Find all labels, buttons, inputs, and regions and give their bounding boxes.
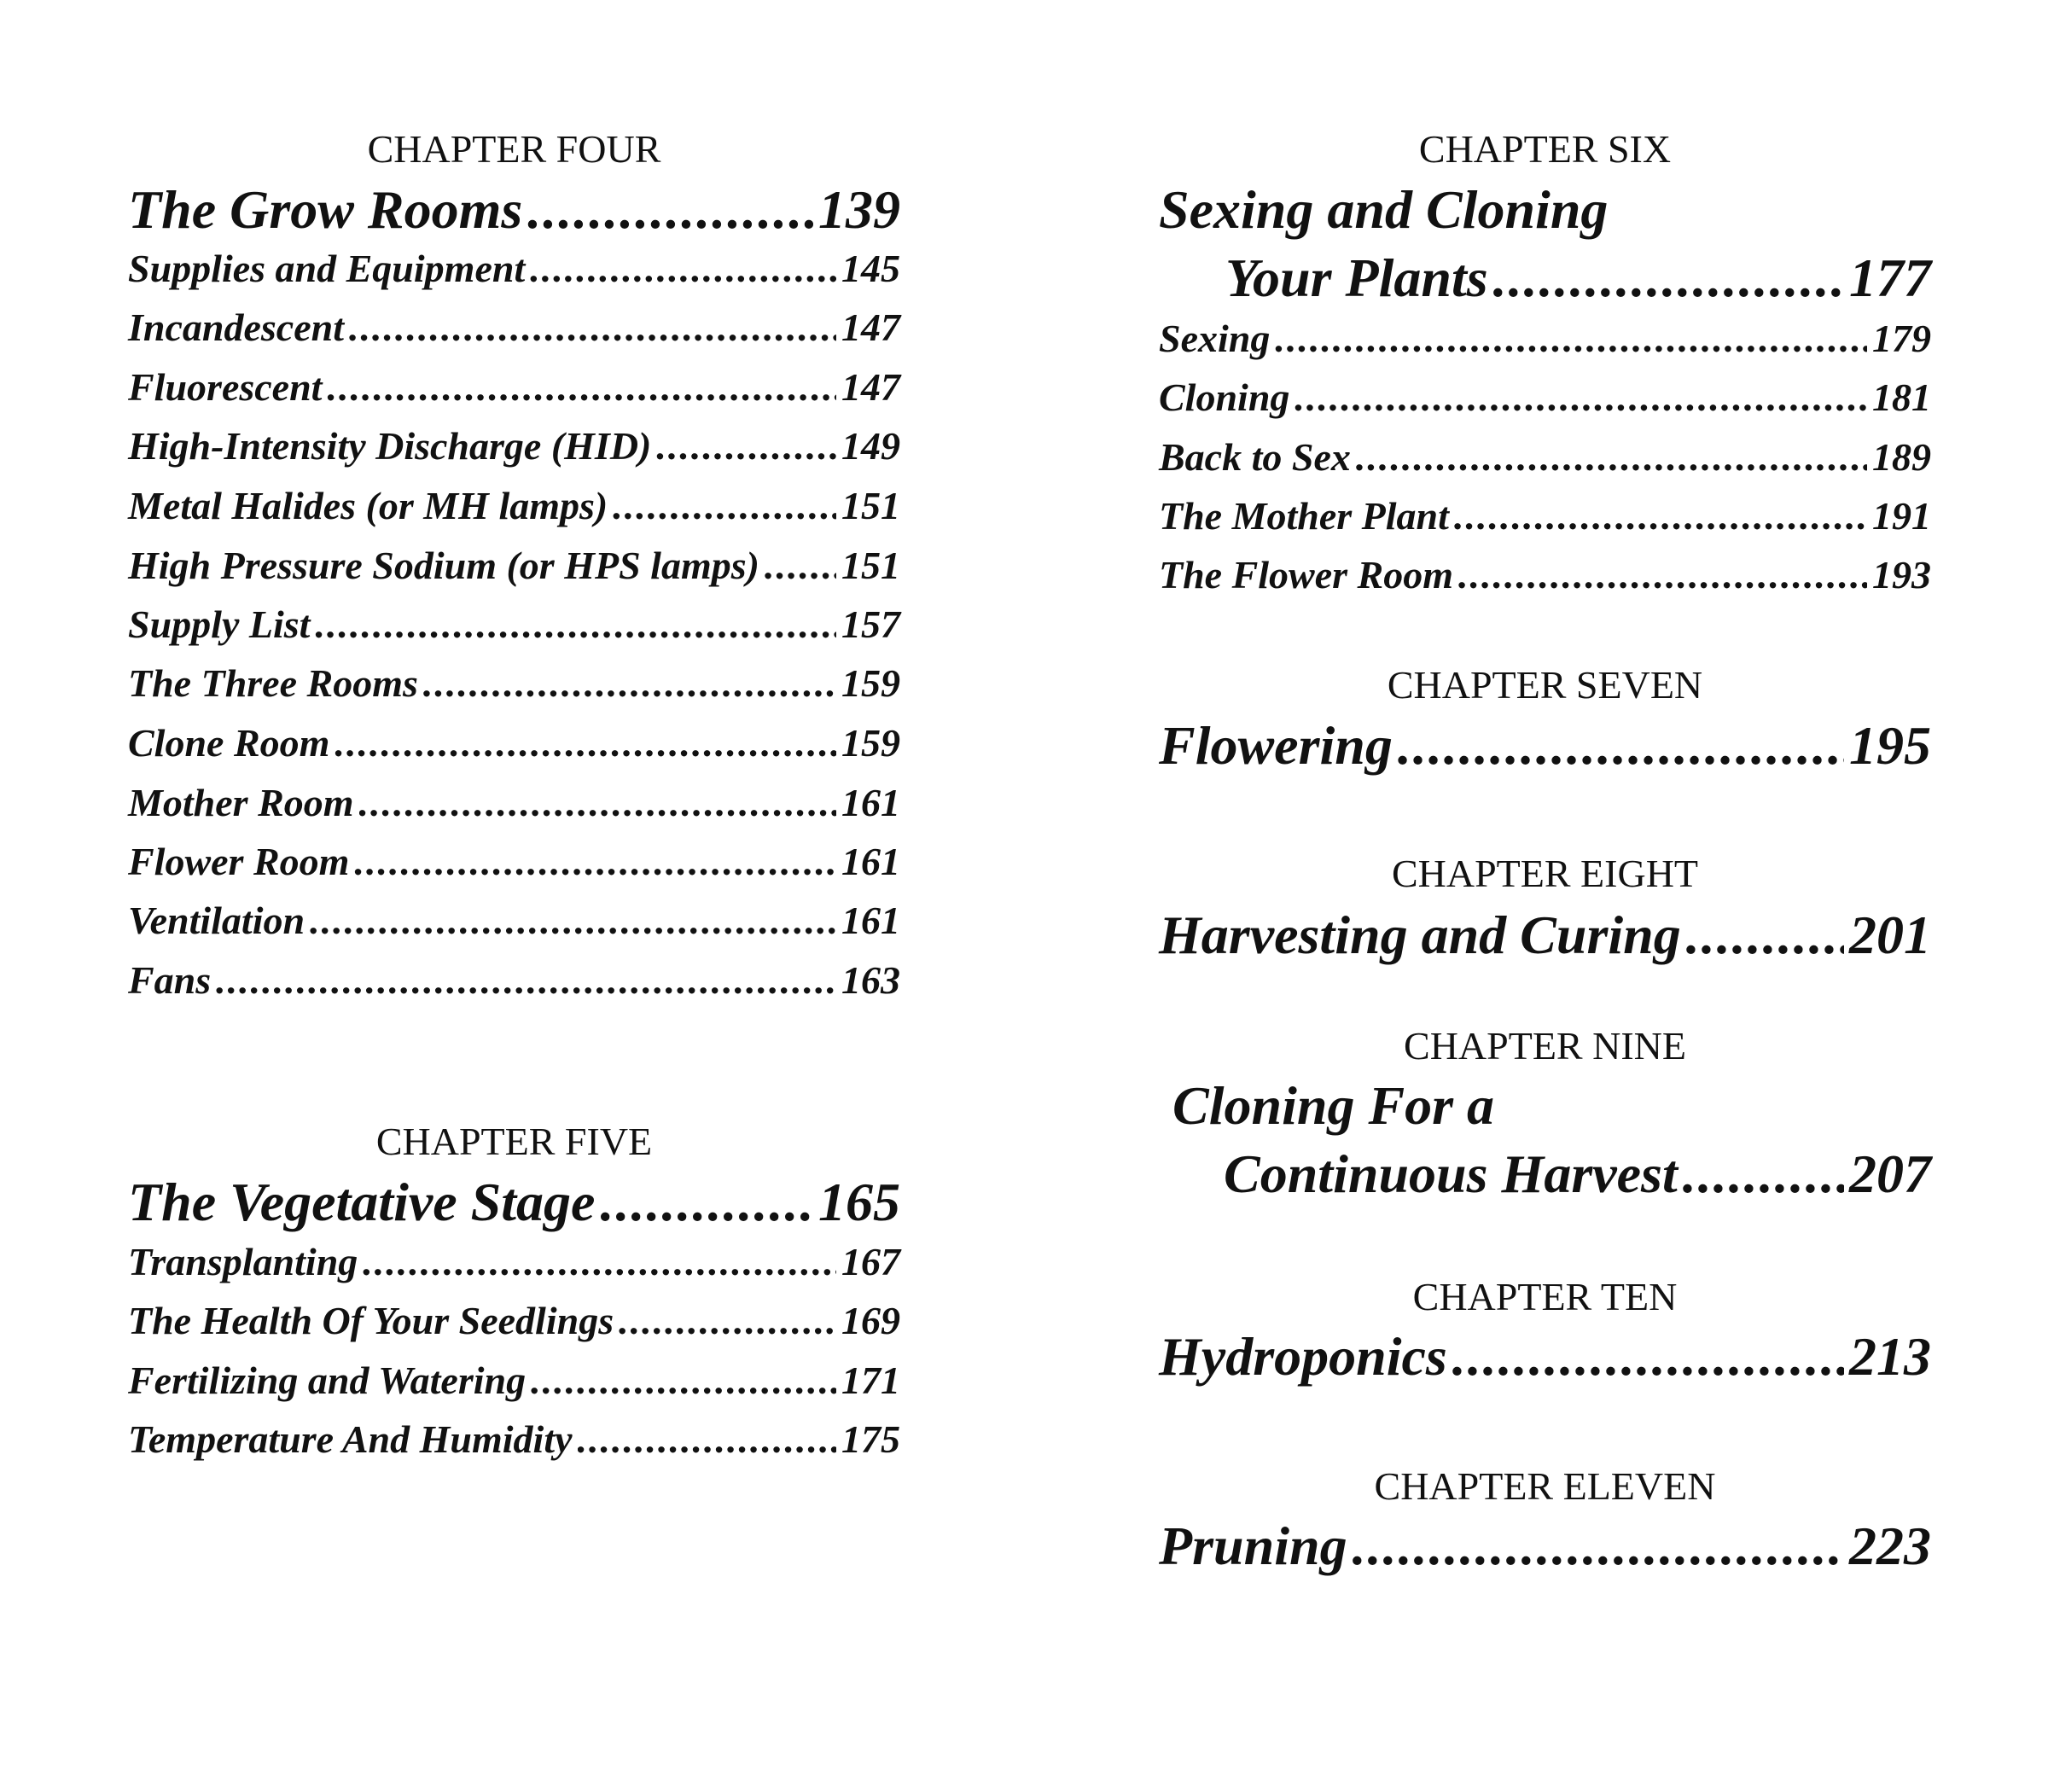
section-title: High Pressure Sodium (or HPS lamps) [128, 544, 759, 587]
section-title: The Mother Plant [1159, 494, 1449, 538]
section-title: Fertilizing and Watering [128, 1359, 527, 1402]
page-number: 147 [841, 305, 900, 349]
page-number: 213 [1849, 1326, 1931, 1387]
page-number: 145 [841, 247, 900, 290]
chapter-ten-title-row[interactable] [1159, 1326, 1931, 1387]
toc-entry[interactable] [128, 1361, 900, 1400]
dot-leader [216, 961, 836, 1000]
section-title: Mother Room [128, 781, 354, 824]
dot-leader [349, 308, 836, 347]
dot-leader [1458, 556, 1867, 595]
page-number: 151 [841, 544, 900, 587]
page-number: 191 [1872, 494, 1931, 538]
toc-entry[interactable] [128, 721, 900, 765]
page-number: 171 [841, 1359, 900, 1402]
page-number: 151 [841, 484, 900, 527]
chapter-five-title-row[interactable] [128, 1172, 900, 1232]
section-title: Flower Room [128, 840, 350, 883]
toc-entry[interactable] [128, 249, 900, 288]
chapter-seven-label: CHAPTER SEVEN [1387, 663, 1703, 707]
dot-leader [530, 249, 836, 288]
chapter-six-title-line1[interactable]: Sexing and Cloning [1159, 179, 1609, 240]
chapter-nine-title-row[interactable] [1224, 1143, 1931, 1204]
toc-entry[interactable] [128, 901, 900, 940]
page-number: 159 [841, 661, 900, 705]
toc-entry[interactable] [128, 783, 900, 823]
section-title: Sexing [1159, 317, 1271, 360]
page-number: 147 [841, 365, 900, 409]
chapter-title: Flowering [1159, 715, 1393, 776]
page-number: 161 [841, 840, 900, 883]
page-number: 201 [1849, 905, 1931, 965]
dot-leader [359, 783, 836, 823]
dot-leader [1398, 719, 1844, 773]
page-number: 157 [841, 602, 900, 646]
toc-entry[interactable] [1159, 319, 1931, 358]
section-title: Ventilation [128, 899, 305, 942]
toc-entry[interactable] [128, 661, 900, 705]
toc-entry[interactable] [128, 1242, 900, 1282]
section-title: Fluorescent [128, 365, 323, 409]
chapter-nine-label: CHAPTER NINE [1404, 1024, 1686, 1068]
page-number: 175 [841, 1417, 900, 1461]
chapter-five-label: CHAPTER FIVE [375, 1120, 653, 1163]
section-title: Cloning [1159, 375, 1290, 419]
chapter-title: Pruning [1159, 1516, 1347, 1576]
dot-leader [613, 486, 836, 526]
page-number: 159 [841, 721, 900, 765]
dot-leader [354, 842, 836, 881]
toc-entry[interactable] [128, 305, 900, 349]
dot-leader [619, 1301, 836, 1341]
dot-leader [363, 1242, 836, 1282]
page-number: 207 [1849, 1143, 1931, 1204]
section-title: Back to Sex [1159, 435, 1351, 479]
dot-leader [310, 901, 836, 940]
toc-entry[interactable] [1159, 553, 1931, 596]
section-title: The Three Rooms [128, 661, 418, 705]
toc-entry[interactable] [128, 602, 900, 646]
chapter-four-title-row[interactable] [128, 179, 900, 240]
dot-leader [1683, 1147, 1844, 1201]
chapter-nine-title-line1[interactable]: Cloning For a [1172, 1075, 1495, 1136]
toc-entry[interactable] [128, 1417, 900, 1461]
chapter-eleven-label: CHAPTER ELEVEN [1374, 1464, 1716, 1508]
page-number: 193 [1872, 553, 1931, 596]
section-title: Fans [128, 958, 212, 1002]
dot-leader [335, 724, 836, 763]
section-title: Supply List [128, 602, 311, 646]
chapter-title: Your Plants [1225, 247, 1488, 308]
toc-entry[interactable] [128, 365, 900, 409]
toc-entry[interactable] [128, 546, 900, 585]
dot-leader [1493, 251, 1844, 305]
dot-leader [1353, 1519, 1844, 1574]
chapter-eleven-title-row[interactable] [1159, 1516, 1931, 1576]
dot-leader [423, 664, 836, 703]
section-title: The Flower Room [1159, 553, 1454, 596]
page-number: 165 [818, 1172, 900, 1232]
section-title: High-Intensity Discharge (HID) [128, 424, 652, 468]
dot-leader [1295, 378, 1867, 417]
page-number: 161 [841, 781, 900, 824]
toc-entry[interactable] [1159, 435, 1931, 479]
section-title: Temperature And Humidity [128, 1417, 573, 1461]
chapter-ten-label: CHAPTER TEN [1412, 1275, 1678, 1318]
section-title: Clone Room [128, 721, 330, 765]
chapter-eight-label: CHAPTER EIGHT [1391, 852, 1699, 895]
page-number: 223 [1849, 1516, 1931, 1576]
dot-leader [1454, 497, 1867, 536]
chapter-six-label: CHAPTER SIX [1418, 127, 1672, 171]
chapter-six-title-row[interactable] [1225, 247, 1931, 308]
page-number: 179 [1872, 317, 1931, 360]
page-number: 139 [818, 179, 900, 240]
chapter-title: Hydroponics [1159, 1326, 1447, 1387]
toc-entry[interactable] [128, 424, 900, 468]
toc-entry[interactable] [128, 486, 900, 526]
chapter-four-label: CHAPTER FOUR [367, 127, 661, 171]
page-number: 149 [841, 424, 900, 468]
chapter-title: The Vegetative Stage [128, 1172, 596, 1232]
toc-entry[interactable] [1159, 494, 1931, 538]
dot-leader [578, 1420, 836, 1459]
page-number: 195 [1849, 715, 1931, 776]
dot-leader [765, 546, 836, 585]
dot-leader [531, 1361, 836, 1400]
page-number: 169 [841, 1299, 900, 1342]
dot-leader [527, 183, 813, 237]
toc-entry[interactable] [1159, 375, 1931, 419]
page-number: 161 [841, 899, 900, 942]
page-number: 177 [1849, 247, 1931, 308]
section-title: The Health Of Your Seedlings [128, 1299, 614, 1342]
chapter-title: Harvesting and Curing [1159, 905, 1681, 965]
dot-leader [1275, 319, 1867, 358]
dot-leader [327, 368, 836, 407]
dot-leader [656, 427, 836, 466]
toc-entry[interactable] [128, 1301, 900, 1341]
chapter-seven-title-row[interactable] [1159, 715, 1931, 776]
section-title: Metal Halides (or MH lamps) [128, 484, 608, 527]
section-title: Supplies and Equipment [128, 247, 526, 290]
page-number: 163 [841, 958, 900, 1002]
page-number: 189 [1872, 435, 1931, 479]
dot-leader [1452, 1329, 1844, 1384]
chapter-eight-title-row[interactable] [1159, 905, 1931, 965]
toc-entry[interactable] [128, 842, 900, 881]
chapter-title: The Grow Rooms [128, 179, 523, 240]
section-title: Transplanting [128, 1240, 358, 1283]
chapter-title: Continuous Harvest [1224, 1143, 1678, 1204]
dot-leader [600, 1175, 813, 1230]
dot-leader [315, 605, 836, 644]
section-title: Incandescent [128, 305, 344, 349]
toc-entry[interactable] [128, 958, 900, 1002]
dot-leader [1356, 438, 1867, 477]
page-number: 181 [1872, 375, 1931, 419]
page-number: 167 [841, 1240, 900, 1283]
dot-leader [1686, 908, 1844, 963]
